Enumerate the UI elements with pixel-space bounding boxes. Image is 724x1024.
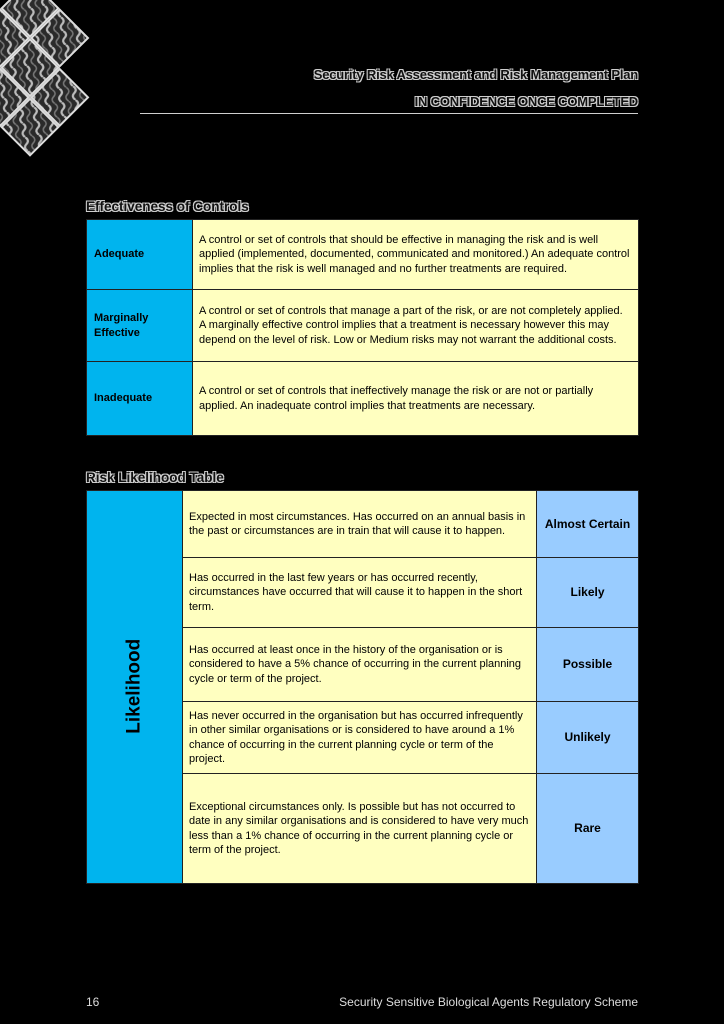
confidentiality-notice: IN CONFIDENCE ONCE COMPLETED	[414, 94, 638, 109]
likelihood-description: Has occurred in the last few years or has occurred recently, circumstances have occurred that will cause it to happen in the short term.	[183, 558, 537, 628]
likelihood-description: Exceptional circumstances only. Is possible but has not occurred to date in any similar organisations and is considered to have very much less than a 1% chance of occurring in the current planning cycle or term of the project.	[183, 774, 537, 884]
likelihood-description: Has never occurred in the organisation but has occurred infrequently in other similar organisations or is considered to have around a 1% chance of occurring in the current planning cycle or term of the project.	[183, 702, 537, 774]
header-divider	[140, 113, 638, 114]
table-row	[87, 362, 639, 436]
likelihood-axis-label: Likelihood	[123, 638, 145, 734]
control-label: Marginally Effective	[87, 290, 193, 362]
likelihood-axis	[87, 491, 183, 884]
likelihood-description: Expected in most circumstances. Has occurred on an annual basis in the past or circumstances are in train that will cause it to happen.	[183, 491, 537, 558]
control-description: A control or set of controls that should be effective in managing the risk and is well applied (implemented, documented, communicated and monitored.) An adequate control implies that the risk is well managed and no further treatments are required.	[193, 220, 639, 290]
likelihood-level: Unlikely	[537, 702, 639, 774]
table-row	[87, 290, 639, 362]
control-description: A control or set of controls that manage a part of the risk, or are not completely applied. A marginally effective control implies that a treatment is necessary however this may depend on the level of risk. Low or Medium risks may not warrant the additional costs.	[193, 290, 639, 362]
table-row	[87, 220, 639, 290]
controls-table	[86, 219, 639, 436]
controls-section-title: Effectiveness of Controls	[86, 199, 249, 214]
likelihood-level: Possible	[537, 628, 639, 702]
control-label: Inadequate	[87, 362, 193, 436]
page-number: 16	[86, 995, 100, 1009]
control-label: Adequate	[87, 220, 193, 290]
likelihood-level: Likely	[537, 558, 639, 628]
footer-title: Security Sensitive Biological Agents Regulatory Scheme	[339, 995, 638, 1009]
likelihood-section-title: Risk Likelihood Table	[86, 470, 224, 485]
likelihood-table	[86, 490, 639, 884]
table-row	[87, 491, 639, 558]
document-title: Security Risk Assessment and Risk Management Plan	[313, 67, 638, 82]
control-description: A control or set of controls that ineffectively manage the risk or are not or partially applied. An inadequate control implies that treatments are necessary.	[193, 362, 639, 436]
likelihood-level: Rare	[537, 774, 639, 884]
scheme-logo	[0, 0, 170, 185]
likelihood-level: Almost Certain	[537, 491, 639, 558]
likelihood-description: Has occurred at least once in the history of the organisation or is considered to have a 5% chance of occurring in the current planning cycle or term of the project.	[183, 628, 537, 702]
